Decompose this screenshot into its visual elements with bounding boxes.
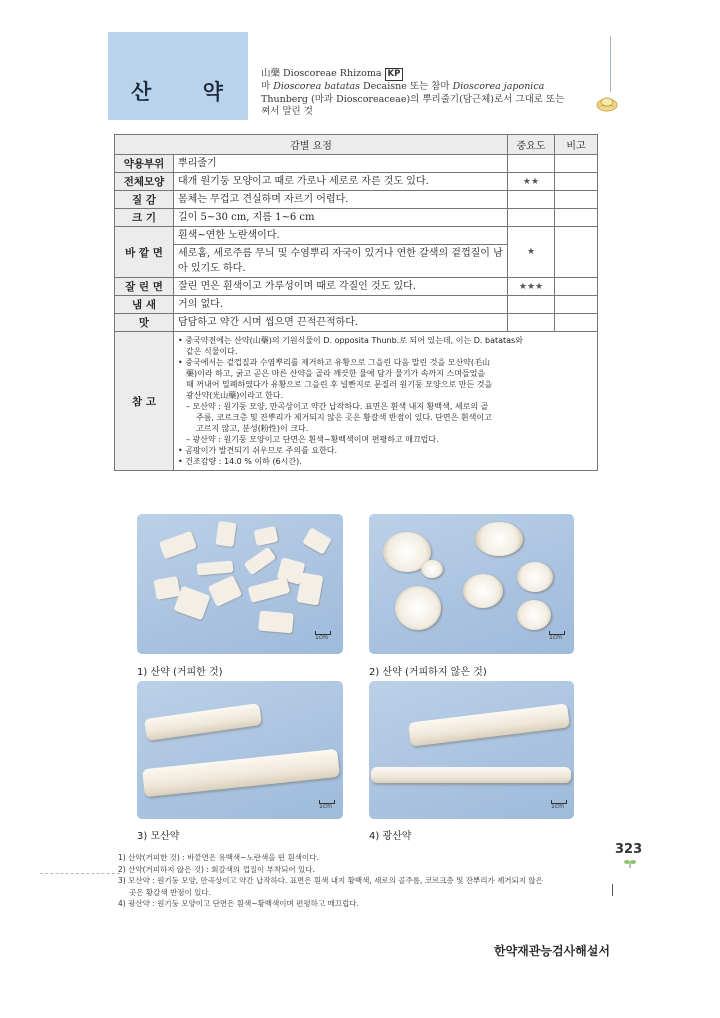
table-row	[115, 173, 598, 191]
row-note	[555, 209, 598, 227]
photo-peeled-sanyak	[137, 514, 343, 654]
herb-piece	[297, 572, 324, 605]
reference-line: – 광산약 : 원기둥 모양이고 단면은 흰색~황백색이며 편평하고 매끄럽다.	[186, 435, 439, 444]
herb-slice	[475, 522, 523, 556]
latin-name: Dioscoreae Rhizoma	[283, 68, 382, 79]
row-importance	[508, 296, 555, 314]
table-row	[115, 209, 598, 227]
row-label: 맛	[115, 314, 174, 332]
herb-piece	[258, 611, 294, 634]
photo-caption: 3) 모산약	[137, 831, 180, 842]
table-row	[115, 314, 598, 332]
row-text: 잘린 면은 흰색이고 가루성이며 때로 각질인 것도 있다.	[174, 278, 508, 296]
row-label: 냄 새	[115, 296, 174, 314]
desc-text: 마	[261, 81, 271, 92]
herb-piece	[215, 521, 236, 547]
footnote: 1) 산약(거피한 것) : 바깥면은 유백색~노란색을 띤 흰색이다.	[118, 853, 319, 862]
scale-bar: 1cm	[319, 803, 332, 810]
row-importance: ★★★	[508, 278, 555, 296]
row-note	[555, 314, 598, 332]
reference-line: – 모산약 : 원기둥 모양, 만곡상이고 약간 납작하다. 표면은 흰색 내지 황백색, 세로의 골	[186, 402, 489, 411]
table-row	[115, 155, 598, 173]
title-box	[108, 32, 248, 120]
herb-slice	[421, 560, 443, 578]
row-note	[555, 227, 598, 278]
row-importance	[508, 155, 555, 173]
row-text: 길이 5~30 cm, 지름 1~6 cm	[174, 209, 508, 227]
reference-content	[174, 332, 598, 471]
row-importance	[508, 314, 555, 332]
herb-piece	[153, 576, 180, 600]
decorative-line	[610, 36, 611, 92]
photo-caption: 2) 산약 (거피하지 않은 것)	[369, 667, 487, 678]
footnotes	[118, 852, 608, 910]
sprout-icon	[623, 858, 637, 868]
row-label: 전체모양	[115, 173, 174, 191]
col-main-header: 감별 요점	[115, 135, 508, 155]
page-number: 323	[615, 842, 643, 857]
row-note	[555, 296, 598, 314]
scale-bar: 1cm	[551, 803, 564, 810]
herb-slice	[395, 586, 441, 630]
header-description	[261, 68, 601, 119]
desc-text: 쪄서 말린 것	[261, 106, 313, 117]
reference-line: 같은 식물이다.	[186, 347, 238, 356]
col-importance-header: 중요도	[508, 135, 555, 155]
row-text: 담담하고 약간 시며 씹으면 끈적끈적하다.	[174, 314, 508, 332]
book-title: 한약재관능검사해설서	[494, 944, 610, 958]
desc-text: Thunberg (마과 Dioscoreaceae)의 뿌리줄기(담근체)로서 그대로 또는	[261, 93, 565, 105]
row-text: 거의 없다.	[174, 296, 508, 314]
table-row	[115, 278, 598, 296]
reference-line: 광산약(光山藥)이라고 한다.	[186, 391, 284, 400]
scale-bar: 1cm	[549, 634, 562, 641]
row-importance	[508, 191, 555, 209]
reference-line: • 중국약전에는 산약(山藥)의 기원식물이 D. opposita Thunb.로 되어 있는데, 이는 D. batatas와	[178, 336, 523, 345]
herb-piece	[197, 560, 234, 575]
herb-icon	[594, 92, 620, 114]
reference-row	[115, 332, 598, 471]
row-label: 크 기	[115, 209, 174, 227]
table-row	[115, 227, 598, 245]
footnote: 4) 광산약 : 원기둥 모양이고 단면은 흰색~황백색이며 편평하고 매끄럽다.	[118, 899, 359, 908]
herb-stick	[408, 703, 570, 746]
row-importance	[508, 209, 555, 227]
photo-caption: 4) 광산약	[369, 831, 412, 842]
row-importance: ★★	[508, 173, 555, 191]
row-label: 질 감	[115, 191, 174, 209]
row-note	[555, 173, 598, 191]
herb-stick	[142, 749, 340, 797]
reference-line: • 건조감량 : 14.0 % 이하 (6시간).	[178, 457, 302, 466]
row-note	[555, 155, 598, 173]
herb-slice	[517, 600, 551, 630]
herb-piece	[244, 547, 277, 576]
row-note	[555, 191, 598, 209]
identification-table	[114, 134, 598, 471]
reference-line: 고르지 않고, 분성(粉性)이 크다.	[196, 424, 309, 433]
row-label: 잘 린 면	[115, 278, 174, 296]
row-text: 뿌리줄기	[174, 155, 508, 173]
row-text: 몸체는 무겁고 견실하며 자르기 어렵다.	[174, 191, 508, 209]
reference-line: • 곰팡이가 발견되기 쉬우므로 주의를 요한다.	[178, 446, 338, 455]
table-row	[115, 296, 598, 314]
herb-piece	[254, 526, 279, 546]
footnote: 2) 산약(거피하지 않은 것) : 회갈색의 껍질이 부착되어 있다.	[118, 864, 315, 874]
reference-line: • 중국에서는 겉껍질과 수염뿌리를 제거하고 유황으로 그을린 다음 말린 것을 모산약(毛山	[178, 358, 491, 367]
herb-stick	[371, 767, 571, 783]
photo-gwangsanyak	[369, 681, 574, 819]
reference-line: 藥)이라 하고, 굵고 곧은 마른 산약을 골라 깨끗한 물에 담가 물기가 속까지 스며들었을	[186, 369, 486, 378]
row-importance: ★	[508, 227, 555, 278]
photo-unpeeled-sanyak	[369, 514, 574, 654]
herb-piece	[302, 527, 332, 555]
reference-line: 때 꺼내어 밀폐하였다가 유황으로 그을린 후 널빤지로 문질러 원기둥 모양으로 만든 것을	[186, 380, 493, 389]
row-label: 바 깥 면	[115, 227, 174, 278]
herb-slice	[463, 574, 503, 608]
hanja-name: 山藥	[261, 68, 281, 79]
divider	[612, 884, 613, 896]
page-title: 산 약	[131, 80, 245, 104]
col-note-header: 비고	[555, 135, 598, 155]
desc-text: Decaisne 또는 참마	[362, 81, 450, 92]
herb-slice	[517, 562, 553, 592]
footnote: 3) 모산약 : 원기둥 모양, 만곡상이고 약간 납작하다. 표면은 흰색 내지 황백색, 세로의 골주름, 코르크층 및 잔뿌리가 제거되지 않은	[118, 876, 543, 885]
row-note	[555, 278, 598, 296]
species-name: Dioscorea japonica	[452, 81, 545, 92]
herb-stick	[144, 703, 262, 741]
photo-caption: 1) 산약 (거피한 것)	[137, 667, 223, 678]
row-text: 대개 원기둥 모양이고 때로 가로나 세로로 자른 것도 있다.	[174, 173, 508, 191]
herb-piece	[248, 577, 291, 603]
reference-label: 참 고	[115, 332, 174, 471]
reference-line: 주름, 코르크층 및 잔뿌리가 제거되지 않은 곳은 황갈색 반점이 있다. 단면은 흰색이고	[196, 413, 492, 422]
herb-piece	[159, 531, 197, 560]
photo-mosanyak	[137, 681, 343, 819]
footnote: 곳은 황갈색 반점이 있다.	[129, 887, 211, 897]
divider	[40, 873, 120, 874]
row-text: 세로홈, 세로주름 무늬 및 수염뿌리 자국이 있거나 연한 갈색의 겉껍질이 남아 있기도 하다.	[174, 245, 508, 278]
kp-badge: KP	[385, 68, 404, 81]
scale-bar: 1cm	[315, 634, 328, 641]
row-text: 흰색~연한 노란색이다.	[174, 227, 508, 245]
row-label: 약용부위	[115, 155, 174, 173]
species-name: Dioscorea batatas	[273, 81, 360, 92]
herb-piece	[208, 575, 243, 607]
table-row	[115, 191, 598, 209]
